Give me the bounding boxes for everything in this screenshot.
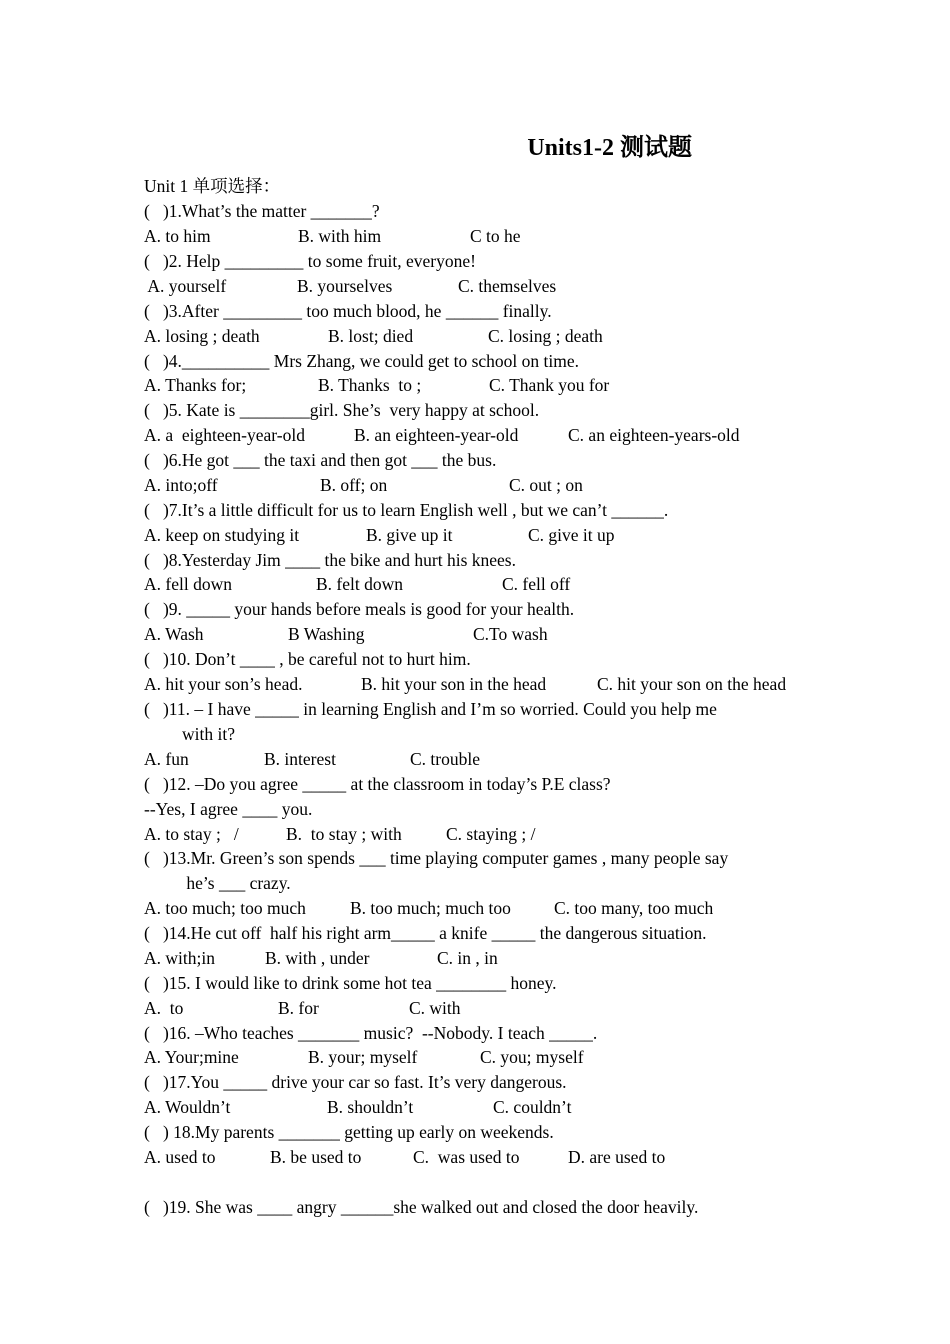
option-b: B. an eighteen-year-old	[354, 425, 519, 445]
question-11: ( )11. – I have _____ in learning English and I’m so worried. Could you help me	[144, 699, 717, 719]
option-d: D. are used to	[568, 1147, 666, 1167]
options-3	[144, 324, 603, 348]
question-5: ( )5. Kate is ________girl. She’s very happy at school.	[144, 400, 540, 420]
option-a: A. yourself	[144, 276, 227, 296]
question-12: ( )12. –Do you agree _____ at the classroom in today’s P.E class?	[144, 774, 611, 794]
option-b: B. to stay ; with	[286, 824, 402, 844]
options-13	[144, 896, 714, 920]
option-b: B. shouldn’t	[327, 1097, 414, 1117]
option-b: B. hit your son in the head	[361, 674, 547, 694]
question-18: ( ) 18.My parents _______ getting up early on weekends.	[144, 1122, 554, 1142]
options-5	[144, 423, 740, 447]
options-8	[144, 572, 571, 596]
question-13: ( )13.Mr. Green’s son spends ___ time playing computer games , many people say	[144, 848, 729, 868]
option-b: B. yourselves	[297, 276, 393, 296]
option-b: B. lost; died	[328, 326, 414, 346]
option-c: C. Thank you for	[489, 375, 610, 395]
option-a: A. hit your son’s head.	[144, 674, 303, 694]
option-a: A. Wash	[144, 624, 204, 644]
section-heading: Unit 1 单项选择：	[144, 176, 281, 196]
question-19: ( )19. She was ____ angry ______she walked out and closed the door heavily.	[144, 1197, 699, 1217]
option-b: B. your; myself	[308, 1047, 418, 1067]
option-b: B. for	[278, 998, 319, 1018]
option-a: A. too much; too much	[144, 898, 306, 918]
option-c: C. hit your son on the head	[597, 674, 787, 694]
option-a: A. with;in	[144, 948, 215, 968]
options-18	[144, 1145, 666, 1169]
options-16	[144, 1045, 584, 1069]
question-10: ( )10. Don’t ____ , be careful not to hurt him.	[144, 649, 471, 669]
question-8: ( )8.Yesterday Jim ____ the bike and hurt his knees.	[144, 550, 516, 570]
option-a: A. Your;mine	[144, 1047, 239, 1067]
option-c: C. fell off	[502, 574, 571, 594]
option-c: C. staying ; /	[446, 824, 536, 844]
option-a: A. Thanks for;	[144, 375, 247, 395]
question-14: ( )14.He cut off half his right arm_____ a knife _____ the dangerous situation.	[144, 923, 707, 943]
options-6	[144, 473, 583, 497]
option-b: B. give up it	[366, 525, 453, 545]
option-a: A. fell down	[144, 574, 232, 594]
options-9	[144, 622, 548, 646]
question-16: ( )16. –Who teaches _______ music? --Nobody. I teach _____.	[144, 1023, 598, 1043]
options-2	[144, 274, 557, 298]
option-a: A. keep on studying it	[144, 525, 300, 545]
option-c: C. was used to	[413, 1147, 520, 1167]
option-a: A. to him	[144, 226, 211, 246]
option-c: C to he	[470, 226, 521, 246]
option-a: A. Wouldn’t	[144, 1097, 231, 1117]
question-11-continued: with it?	[182, 724, 235, 744]
option-c: C. too many, too much	[554, 898, 714, 918]
question-6: ( )6.He got ___ the taxi and then got ___ the bus.	[144, 450, 497, 470]
options-17	[144, 1095, 572, 1119]
option-b: B. Thanks to ;	[318, 375, 422, 395]
question-13-continued: he’s ___ crazy.	[182, 873, 291, 893]
options-10	[144, 672, 787, 696]
option-b: B. too much; much too	[350, 898, 511, 918]
option-b: B. interest	[264, 749, 336, 769]
option-a: A. to	[144, 998, 184, 1018]
option-c: C.To wash	[473, 624, 548, 644]
option-b: B. with , under	[265, 948, 370, 968]
question-9: ( )9. _____ your hands before meals is good for your health.	[144, 599, 575, 619]
page-title: Units1-2 测试题	[527, 135, 692, 161]
option-c: C. losing ; death	[488, 326, 603, 346]
question-17: ( )17.You _____ drive your car so fast. It’s very dangerous.	[144, 1072, 567, 1092]
question-15: ( )15. I would like to drink some hot tea ________ honey.	[144, 973, 557, 993]
option-c: C. themselves	[458, 276, 557, 296]
option-c: C. you; myself	[480, 1047, 584, 1067]
option-a: A. losing ; death	[144, 326, 260, 346]
options-14	[144, 946, 498, 970]
options-1	[144, 224, 521, 248]
option-a: A. a eighteen-year-old	[144, 425, 305, 445]
options-12	[144, 822, 536, 846]
option-c: C. in , in	[437, 948, 498, 968]
option-b: B. felt down	[316, 574, 404, 594]
option-c: C. out ; on	[509, 475, 583, 495]
question-2: ( )2. Help _________ to some fruit, everyone!	[144, 251, 476, 271]
option-c: C. trouble	[410, 749, 480, 769]
option-a: A. to stay ; /	[144, 824, 239, 844]
question-4: ( )4.__________ Mrs Zhang, we could get to school on time.	[144, 351, 580, 371]
option-c: C. couldn’t	[493, 1097, 572, 1117]
option-a: A. fun	[144, 749, 189, 769]
option-a: A. used to	[144, 1147, 216, 1167]
question-12-response: --Yes, I agree ____ you.	[144, 799, 313, 819]
option-a: A. into;off	[144, 475, 218, 495]
option-b: B. with him	[298, 226, 382, 246]
question-7: ( )7.It’s a little difficult for us to learn English well , but we can’t ______.	[144, 500, 669, 520]
question-3: ( )3.After _________ too much blood, he ______ finally.	[144, 301, 552, 321]
option-c: C. with	[409, 998, 461, 1018]
options-7	[144, 523, 615, 547]
option-b: B Washing	[288, 624, 365, 644]
option-c: C. an eighteen-years-old	[568, 425, 740, 445]
options-15	[144, 996, 461, 1020]
question-1: ( )1.What’s the matter _______?	[144, 201, 380, 221]
option-b: B. be used to	[270, 1147, 362, 1167]
option-c: C. give it up	[528, 525, 615, 545]
option-b: B. off; on	[320, 475, 388, 495]
options-4	[144, 373, 610, 397]
options-11	[144, 747, 480, 771]
